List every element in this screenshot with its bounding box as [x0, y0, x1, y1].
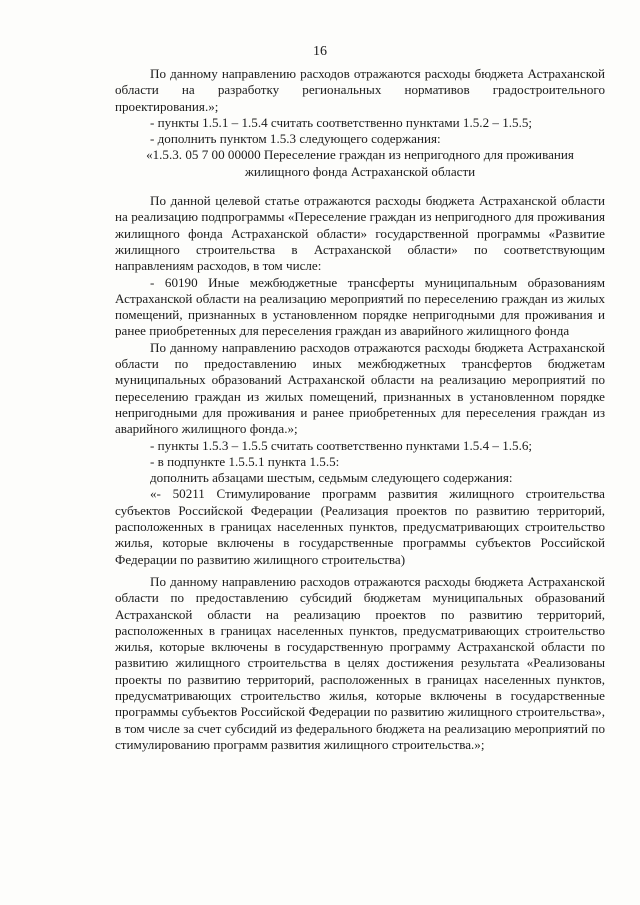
- paragraph-10: дополнить абзацами шестым, седьмым следующего содержания:: [150, 470, 513, 486]
- document-body: [115, 66, 605, 753]
- paragraph-6: - 60190 Иные межбюджетные трансферты муниципальным образованиям Астраханской области на реализацию мероприятий по переселению граждан из жилых помещений, признанных в установленном порядке непригодными для проживания и ранее приобретенных для переселения граждан из аварийного жилищного фонда: [115, 274, 605, 339]
- paragraph-12: По данному направлению расходов отражаются расходы бюджета Астраханской области по предоставлению субсидий бюджетам муниципальных образований Астраханской области на реализацию проектов по развитию территорий, расположенных в границах населенных пунктов, предусматривающих строительство жилья, которые включены в государственную программу Астраханской области по развитию жилищного строительства в целях достижения результата «Реализованы проекты по развитию территорий, расположенных в границах населенных пунктов, предусматривающих строительство жилья, которые включены в государственные программы субъектов Российской Федерации по развитию жилищного строительства», в том числе за счет субсидий из федерального бюджета на реализацию мероприятий по стимулированию программ развития жилищного строительства.»;: [115, 573, 605, 752]
- page-number: 16: [313, 44, 327, 59]
- paragraph-3: - дополнить пунктом 1.5.3 следующего содержания:: [150, 131, 441, 147]
- section-heading: «1.5.3. 05 7 00 00000 Переселение граждан из непригодного для проживания жилищного фонда Астраханской области: [146, 147, 574, 179]
- paragraph-11: «- 50211 Стимулирование программ развития жилищного строительства субъектов Российской Федерации (Реализация проектов по развитию территорий, расположенных в границах населенных пунктов, предусматривающих строительство жилья, которые включены в государственные программы субъектов Российской Федерации по развитию жилищного строительства): [115, 486, 605, 567]
- paragraph-7: По данному направлению расходов отражаются расходы бюджета Астраханской области по предоставлению иных межбюджетных трансфертов бюджетам муниципальных образований Астраханской области на реализацию мероприятий по переселению граждан из жилых помещений, признанных в установленном порядке непригодными для проживания и ранее приобретенных для переселения граждан из аварийного жилищного фонда.»;: [115, 339, 605, 437]
- paragraph-2: - пункты 1.5.1 – 1.5.4 считать соответственно пунктами 1.5.2 – 1.5.5;: [150, 114, 533, 130]
- paragraph-5: По данной целевой статье отражаются расходы бюджета Астраханской области на реализацию подпрограммы «Переселение граждан из непригодного для проживания жилищного фонда Астраханской области» государственной программы «Развитие жилищного строительства в Астраханской области» по соответствующим направлениям расходов, в том числе:: [115, 193, 605, 274]
- paragraph-1: По данному направлению расходов отражаются расходы бюджета Астраханской области на разработку региональных нормативов градостроительного проектирования.»;: [115, 66, 605, 114]
- paragraph-9: - в подпункте 1.5.5.1 пункта 1.5.5:: [150, 453, 340, 469]
- paragraph-8: - пункты 1.5.3 – 1.5.5 считать соответственно пунктами 1.5.4 – 1.5.6;: [150, 437, 533, 453]
